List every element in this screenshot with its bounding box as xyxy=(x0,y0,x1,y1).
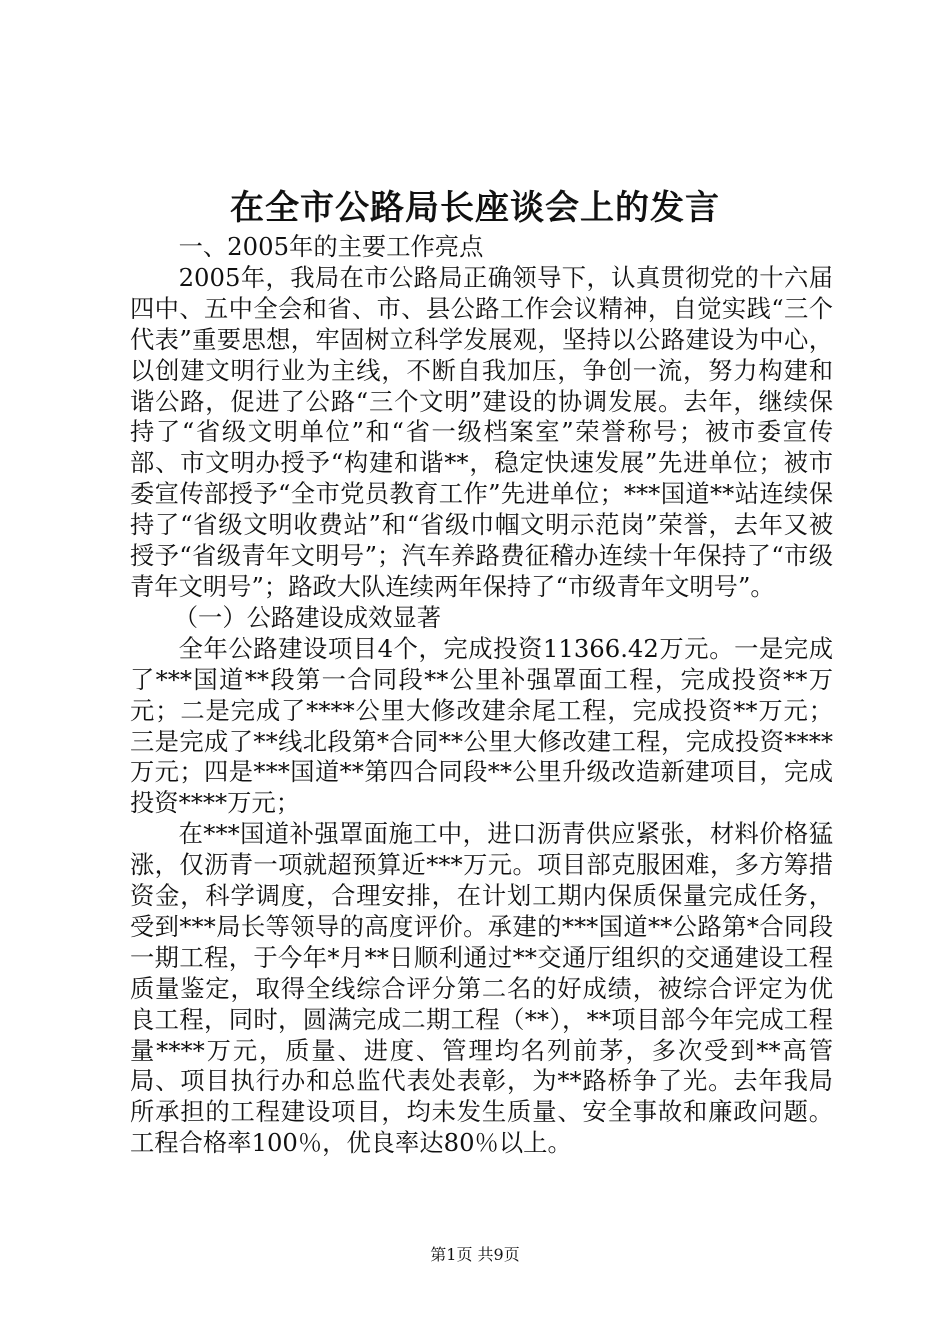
paragraph: 全年公路建设项目4个，完成投资11366.42万元。一是完成了***国道**段第一合同段**公里补强罩面工程，完成投资**万元；二是完成了****公里大修改建余尾工程，完成投资**万元；三是完成了**线北段第*合同**公里大修改建工程，完成投资****万元；四是***国道**第四合同段**公里升级改造新建项目，完成投资****万元； xyxy=(130,633,833,818)
document-title: 在全市公路局长座谈会上的发言 xyxy=(230,188,720,228)
document-body xyxy=(130,232,833,1159)
page-number: 第1页 共9页 xyxy=(430,1245,520,1264)
section-heading: 一、2005年的主要工作亮点 xyxy=(178,232,484,261)
paragraph: 2005年，我局在市公路局正确领导下，认真贯彻党的十六届四中、五中全会和省、市、县公路工作会议精神，自觉实践“三个代表”重要思想，牢固树立科学发展观，坚持以公路建设为中心，以创建文明行业为主线，不断自我加压，争创一流，努力构建和谐公路，促进了公路“三个文明”建设的协调发展。去年，继续保持了“省级文明单位”和“省一级档案室”荣誉称号；被市委宣传部、市文明办授予“构建和谐**，稳定快速发展”先进单位；被市委宣传部授予“全市党员教育工作”先进单位；***国道**站连续保持了“省级文明收费站”和“省级巾帼文明示范岗”荣誉，去年又被授予“省级青年文明号”；汽车养路费征稽办连续十年保持了“市级青年文明号”；路政大队连续两年保持了“市级青年文明号”。 xyxy=(130,262,833,601)
subsection-heading: （一）公路建设成效显著 xyxy=(173,602,441,632)
paragraph: 在***国道补强罩面施工中，进口沥青供应紧张，材料价格猛涨，仅沥青一项就超预算近***万元。项目部克服困难，多方筹措资金，科学调度，合理安排，在计划工期内保质保量完成任务，受到***局长等领导的高度评价。承建的***国道**公路第*合同段一期工程，于今年*月**日顺利通过**交通厅组织的交通建设工程质量鉴定，取得全线综合评分第二名的好成绩，被综合评定为优良工程，同时，圆满完成二期工程（**），**项目部今年完成工程量****万元，质量、进度、管理均名列前茅，多次受到**高管局、项目执行办和总监代表处表彰，为**路桥争了光。去年我局所承担的工程建设项目，均未发生质量、安全事故和廉政问题。工程合格率100％，优良率达80％以上。 xyxy=(130,819,833,1158)
